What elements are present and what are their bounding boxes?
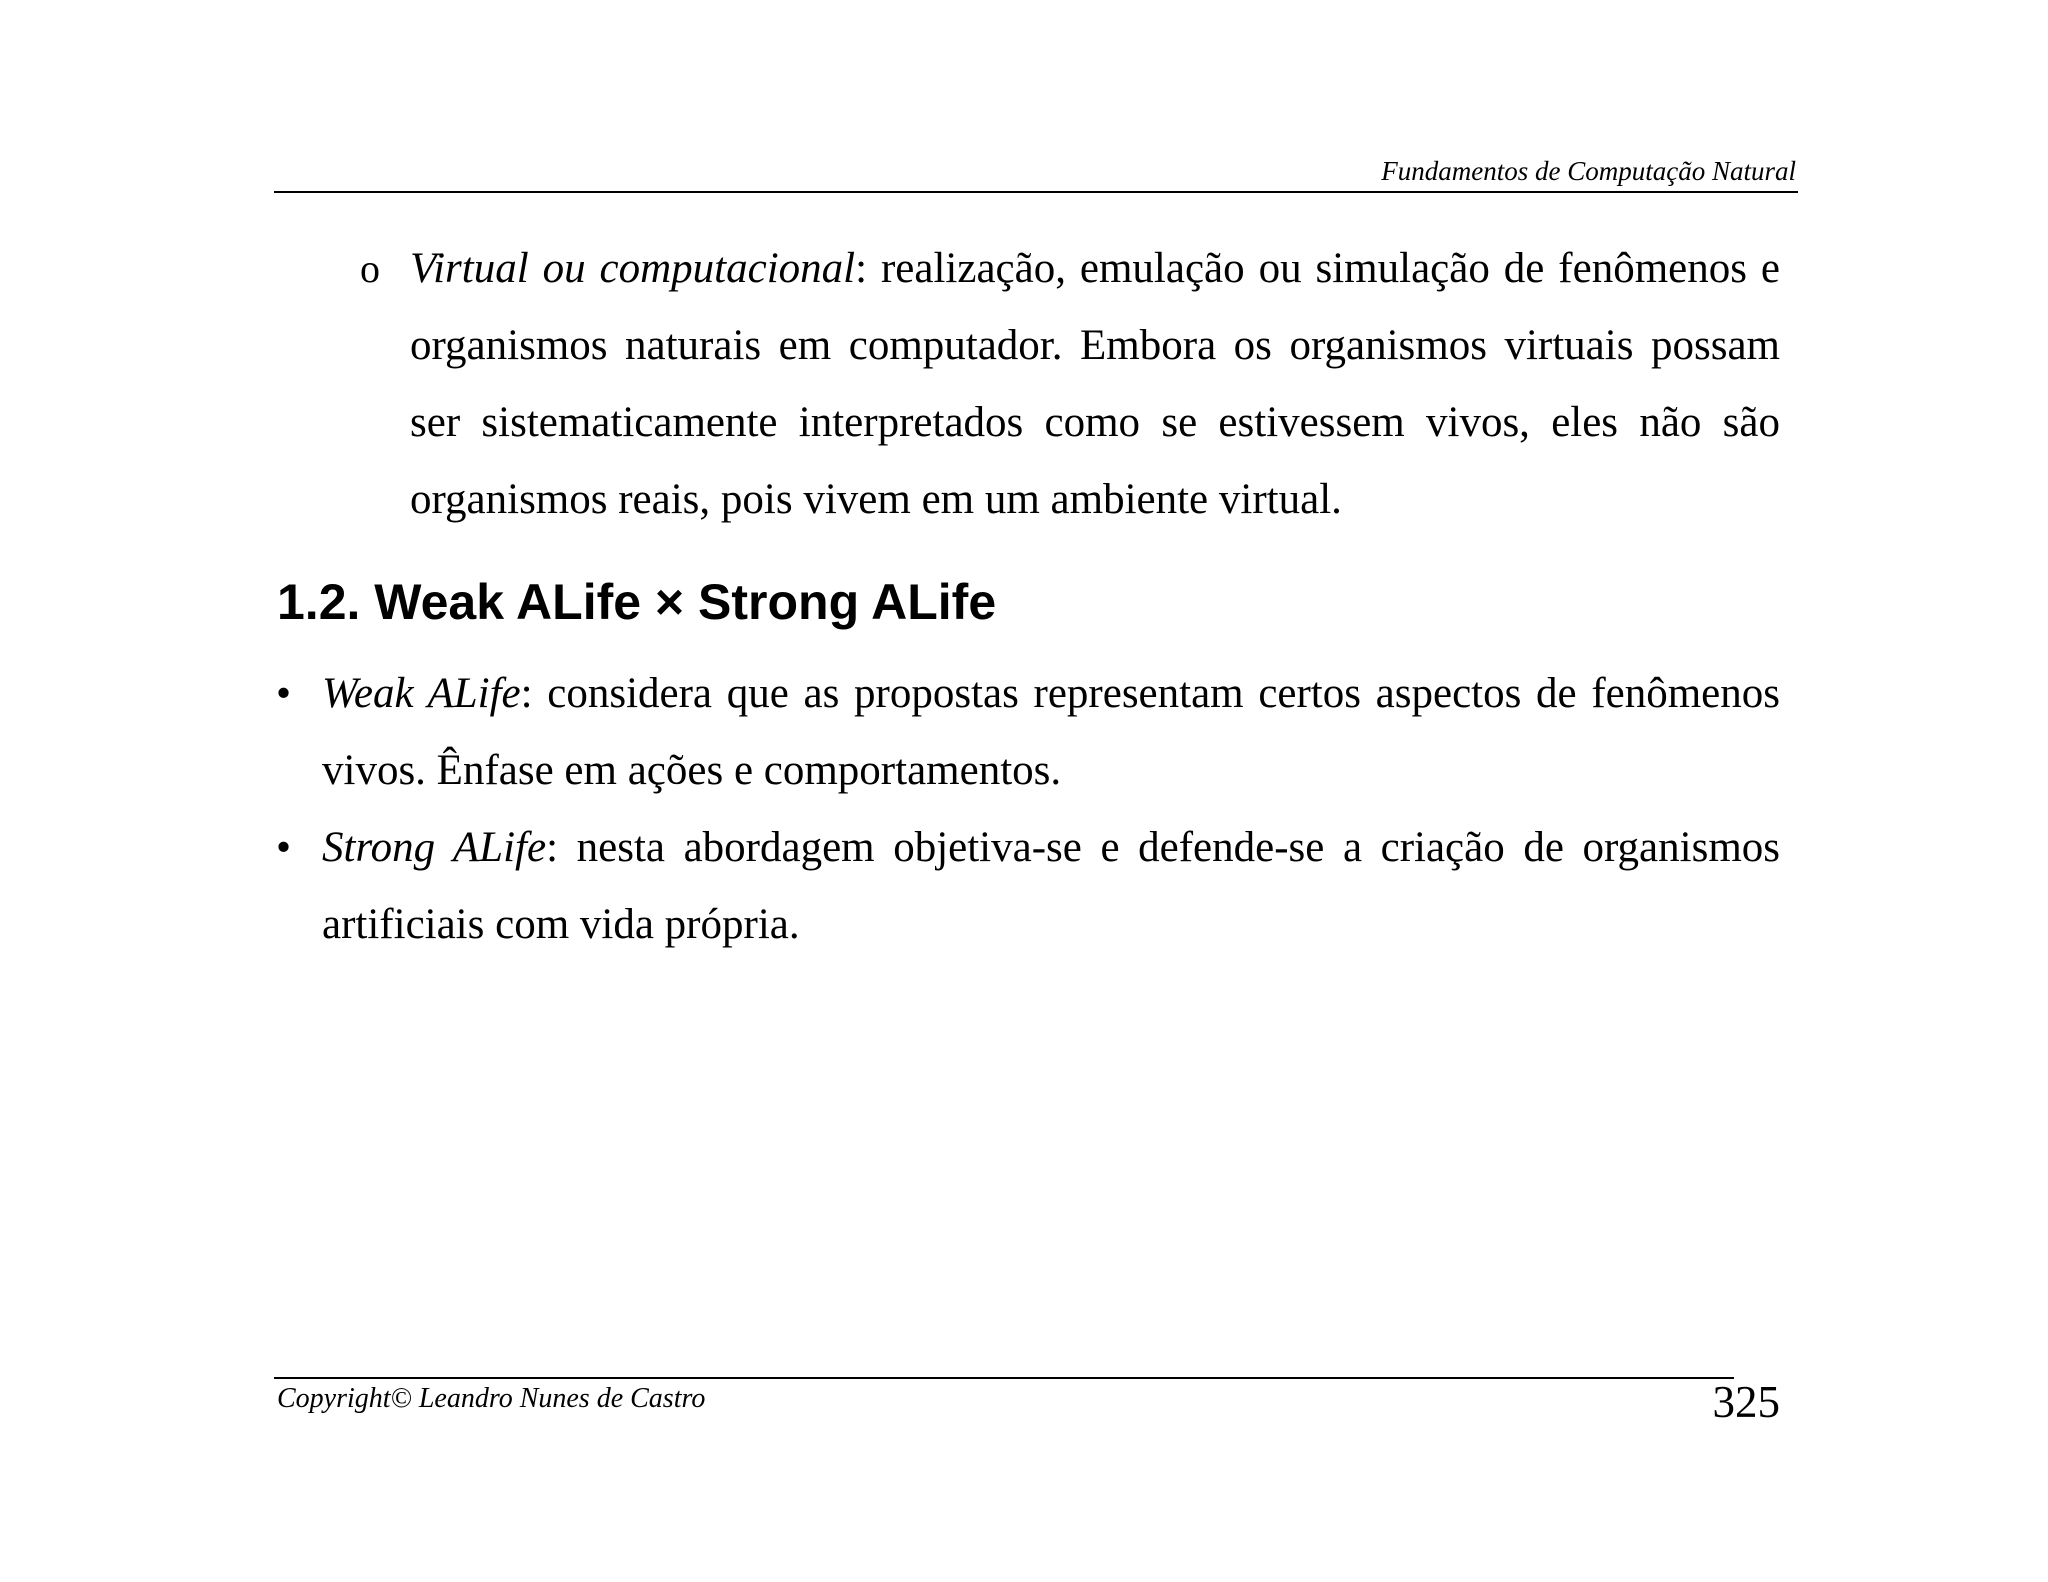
- bullet-item-weak-alife: [276, 655, 1780, 809]
- term-virtual: Virtual ou computacional: [410, 245, 856, 292]
- bullet-text: : considera que as propostas representam certos aspectos de fenômenos vivos. Ênfase em ações e comportamentos.: [322, 670, 1780, 794]
- term-weak-alife: Weak ALife: [322, 670, 521, 717]
- bullet-icon: •: [276, 670, 292, 717]
- running-header-title: Fundamentos de Computação Natural: [1381, 156, 1796, 186]
- section-heading: 1.2. Weak ALife × Strong ALife: [277, 574, 997, 630]
- copyright-notice: Copyright© Leandro Nunes de Castro: [277, 1383, 706, 1414]
- circle-bullet-icon: o: [360, 246, 380, 291]
- page-number: 325: [1712, 1377, 1780, 1427]
- sub-list-item-virtual: [360, 230, 1780, 538]
- sub-item-text: : realização, emulação ou simulação de fenômenos e organismos naturais em computador. Embora os organismos virtuais possam ser sistematicamente interpretados como se estivessem vivos, eles não são organismos reais, pois vivem em um ambiente virtual.: [410, 245, 1780, 523]
- bullet-item-strong-alife: [276, 809, 1781, 963]
- bullet-icon: •: [276, 824, 292, 871]
- term-strong-alife: Strong ALife: [322, 824, 547, 871]
- header-rule: [274, 191, 1798, 193]
- footer-rule: [274, 1377, 1734, 1379]
- bullet-text: : nesta abordagem objetiva-se e defende-se a criação de organismos artificiais com vida própria.: [322, 824, 1781, 948]
